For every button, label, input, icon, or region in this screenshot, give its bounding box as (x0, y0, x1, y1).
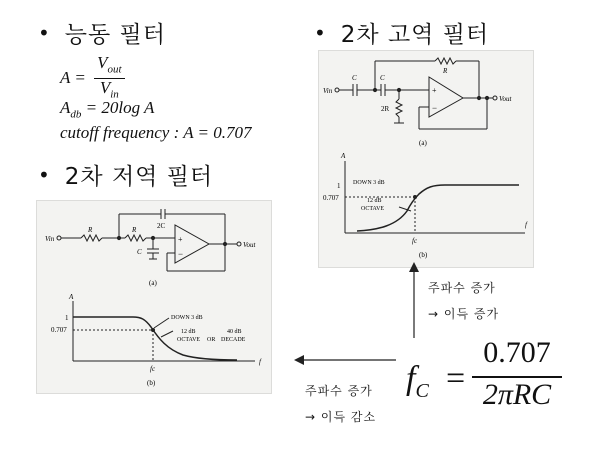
hp-r-label: R (443, 67, 448, 75)
lp-vin-label: Vin (45, 235, 55, 243)
lp-cutoff-point (151, 328, 155, 332)
left-arrow-icon (294, 350, 396, 370)
lp-down-3db: DOWN 3 dB (171, 315, 203, 321)
lp-tick-0707: 0.707 (51, 326, 67, 334)
opamp-minus: − (178, 249, 184, 259)
lp-circuit-caption: (a) (149, 279, 157, 287)
gain-numerator: V (97, 53, 108, 72)
lp-2c-label: 2C (157, 222, 166, 230)
formula-f-sub: C (415, 379, 429, 402)
bullet-dot: • (38, 163, 51, 187)
heading-active-filter: 능동 필터 (64, 22, 166, 48)
lp-r2-label: R (132, 226, 137, 234)
hp-c1-label: C (352, 74, 357, 82)
lp-decade: DECADE (221, 337, 246, 343)
hp-f-label: f (525, 221, 527, 229)
formula-f: f (406, 360, 416, 397)
formula-denominator: 2πRC (482, 378, 552, 411)
lp-f-label: f (259, 358, 261, 366)
lp-octave: OCTAVE (177, 337, 201, 343)
hp-response-caption: (b) (419, 251, 428, 259)
up-arrow-icon (404, 262, 424, 338)
high-pass-figure (318, 50, 534, 268)
hp-opamp-plus: + (432, 86, 437, 95)
gain-denominator: V (99, 78, 111, 98)
hp-fc-label: fc (412, 237, 418, 245)
formula-equals: = (446, 360, 466, 397)
gain-denominator-sub: in (110, 88, 119, 101)
bullet-active-filter (38, 16, 166, 49)
low-pass-figure (36, 200, 272, 394)
lp-r1-label: R (88, 226, 93, 234)
hp-circuit-caption: (a) (419, 139, 427, 147)
adb-lhs: A (60, 98, 71, 117)
bullet-low-pass (38, 158, 213, 191)
formula-lhs (406, 360, 429, 403)
lp-c-label: C (137, 248, 142, 256)
lp-40db: 40 dB (227, 329, 242, 335)
formula-numerator: 0.707 (483, 336, 551, 369)
hp-octave: OCTAVE (361, 206, 385, 212)
lp-or: OR (207, 337, 216, 343)
hp-note-line2: → 이득 증가 (428, 307, 500, 321)
lp-fc-label: fc (150, 365, 156, 373)
hp-12db: 12 dB (367, 198, 382, 204)
hp-vout-label: Vout (499, 95, 512, 103)
low-pass-figure-svg (37, 201, 271, 393)
hp-vin-label: Vin (323, 87, 333, 95)
lp-note-line2: → 이득 감소 (305, 410, 377, 424)
hp-note-line1: 주파수 증가 (428, 281, 496, 295)
bullet-high-pass (314, 16, 489, 49)
gain-lhs: A = (60, 67, 86, 87)
lp-note-line1: 주파수 증가 (305, 384, 373, 398)
gain-numerator-sub: out (107, 63, 122, 76)
hp-opamp-minus: − (432, 103, 438, 113)
hp-tick-1: 1 (337, 182, 341, 190)
hp-axis-a: A (341, 152, 346, 160)
adb-equation (60, 98, 154, 120)
hp-tick-0707: 0.707 (323, 194, 339, 202)
heading-high-pass: 2차 고역 필터 (340, 22, 490, 48)
lp-response-caption: (b) (147, 379, 156, 387)
lp-12db: 12 dB (181, 329, 196, 335)
hp-down-3db: DOWN 3 dB (353, 180, 385, 186)
adb-rhs: = 20log A (81, 98, 155, 117)
cutoff-equation: cutoff frequency : A = 0.707 (60, 123, 252, 142)
gain-equation (60, 54, 125, 104)
lp-vout-label: Vout (243, 241, 256, 249)
opamp-plus: + (178, 235, 183, 244)
hp-2r-label: 2R (381, 105, 390, 113)
gain-fraction (94, 54, 124, 104)
high-pass-figure-svg (319, 51, 533, 267)
cutoff-formula (406, 336, 566, 416)
hp-cutoff-point (413, 195, 417, 199)
lp-tick-1: 1 (65, 314, 69, 322)
hp-c2-label: C (380, 74, 385, 82)
bullet-dot: • (38, 21, 51, 45)
heading-low-pass: 2차 저역 필터 (64, 164, 214, 190)
bullet-dot: • (314, 21, 327, 45)
lp-axis-a: A (69, 293, 74, 301)
adb-sub: db (70, 108, 82, 121)
